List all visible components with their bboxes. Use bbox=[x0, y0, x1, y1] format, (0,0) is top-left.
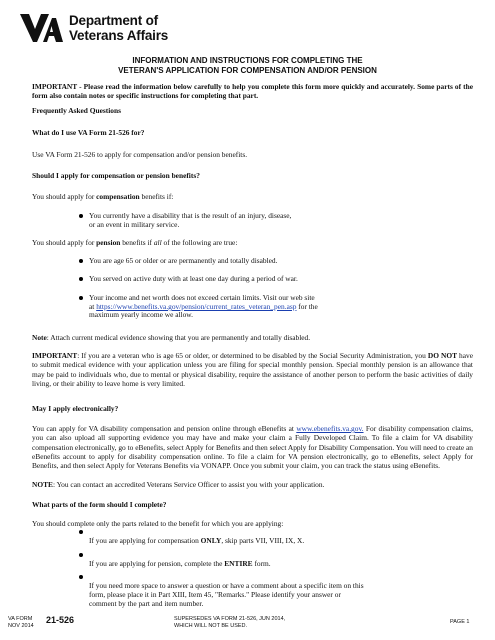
va-seal-icon bbox=[19, 12, 63, 44]
parts-bullet-1 bbox=[89, 536, 304, 545]
note-medical-evidence bbox=[32, 333, 310, 342]
bullet-icon bbox=[79, 296, 83, 300]
footer-supersedes-1: SUPERSEDES VA FORM 21-526, JUN 2014, bbox=[174, 616, 286, 622]
parts-b1-after: , skip parts VII, VIII, IX, X. bbox=[221, 536, 305, 545]
bullet-icon bbox=[79, 277, 83, 281]
footer-form-date: NOV 2014 bbox=[8, 623, 34, 629]
title-line-1: INFORMATION AND INSTRUCTIONS FOR COMPLETING THE bbox=[132, 56, 363, 65]
pension-intro-after: of the following are true: bbox=[161, 238, 238, 247]
electronic-text-1: You can apply for VA disability compensation and pension online through eBenefits at bbox=[32, 424, 297, 433]
compensation-intro bbox=[32, 192, 173, 201]
pension-intro-before: You should apply for bbox=[32, 238, 97, 247]
important-intro: IMPORTANT - Please read the information below carefully to help you complete this form more quickly and accurately. Some parts of the form also contain notes or specific instructions for completing that part. bbox=[32, 82, 473, 101]
bullet-icon bbox=[79, 575, 83, 579]
comp-bullet-line-2: or an event in military service. bbox=[89, 220, 180, 229]
pension-intro bbox=[32, 238, 237, 247]
bullet-icon bbox=[79, 530, 83, 534]
pension-bullet-1: You are age 65 or older or are permanently and totally disabled. bbox=[89, 256, 278, 265]
comp-intro-before: You should apply for bbox=[32, 192, 97, 201]
parts-b1-bold: ONLY bbox=[200, 536, 222, 545]
logo-line-2: Veterans Affairs bbox=[69, 28, 169, 43]
parts-b2-after: form. bbox=[252, 559, 271, 568]
footer-supersedes-2: WHICH WILL NOT BE USED. bbox=[174, 623, 248, 629]
note-label: Note bbox=[32, 333, 47, 342]
pension-bullet-3-line-3: maximum yearly income we allow. bbox=[89, 310, 193, 319]
logo-line-1: Department of bbox=[69, 13, 158, 28]
important-text-2: have to submit medical evidence with your application unless you are filing for special monthly pension. Special monthly pension is an allowance that may be paid to individuals who, due to mental or physical disability, require the assistance of another person to perform the basic activities of daily living, or their ability to leave home is very limited. bbox=[32, 351, 473, 388]
parts-bullet-3-line-2: form, please place it in Part XIII, Item 45, "Remarks." Please identify your answer or bbox=[89, 590, 341, 599]
note2-label: NOTE bbox=[32, 480, 53, 489]
parts-b1-before: If you are applying for compensation bbox=[89, 536, 201, 545]
bullet-icon bbox=[79, 214, 83, 218]
comp-intro-bold: compensation bbox=[96, 192, 140, 201]
footer-form-number: 21-526 bbox=[46, 615, 75, 625]
comp-intro-after: benefits if: bbox=[139, 192, 174, 201]
pension-intro-italic: all bbox=[153, 238, 162, 247]
ebenefits-link[interactable]: www.ebenefits.va.gov. bbox=[296, 424, 364, 433]
important-label: IMPORTANT bbox=[32, 351, 78, 360]
parts-intro: You should complete only the parts related to the benefit for which you are applying: bbox=[32, 519, 284, 528]
answer-1: Use VA Form 21-526 to apply for compensation and/or pension benefits. bbox=[32, 150, 248, 159]
question-4: What parts of the form should I complete? bbox=[32, 500, 167, 509]
pension-at: at bbox=[89, 302, 97, 311]
question-2: Should I apply for compensation or pension benefits? bbox=[32, 171, 200, 180]
page-title bbox=[0, 56, 495, 76]
parts-bullet-3-line-1: If you need more space to answer a question or have a comment about a specific item on this bbox=[89, 581, 364, 590]
bullet-icon bbox=[79, 553, 83, 557]
important-paragraph bbox=[32, 351, 473, 388]
electronic-paragraph bbox=[32, 424, 473, 470]
bullet-icon bbox=[79, 259, 83, 263]
pension-intro-middle: benefits if bbox=[120, 238, 154, 247]
parts-bullet-2 bbox=[89, 559, 271, 568]
question-1: What do I use VA Form 21-526 for? bbox=[32, 128, 145, 137]
footer-form-label: VA FORM bbox=[8, 616, 33, 622]
faq-heading: Frequently Asked Questions bbox=[32, 106, 121, 115]
note-text: : Attach current medical evidence showing that you are permanently and totally disabled. bbox=[46, 333, 311, 342]
comp-bullet-line-1: You currently have a disability that is the result of an injury, disease, bbox=[89, 211, 292, 220]
footer-page-number: PAGE 1 bbox=[450, 619, 470, 625]
question-3: May I apply electronically? bbox=[32, 404, 119, 413]
pension-bullet-3-line-1: Your income and net worth does not exceed certain limits. Visit our web site bbox=[89, 293, 315, 302]
title-line-2: VETERAN'S APPLICATION FOR COMPENSATION AND/OR PENSION bbox=[118, 66, 377, 75]
important-do-not: DO NOT bbox=[427, 351, 457, 360]
pension-bullet-2: You served on active duty with at least one day during a period of war. bbox=[89, 274, 298, 283]
parts-bullet-3-line-3: comment by the part and item number. bbox=[89, 599, 204, 608]
pension-intro-bold: pension bbox=[96, 238, 121, 247]
note-service-officer bbox=[32, 480, 324, 489]
pension-rates-link[interactable]: https://www.benefits.va.gov/pension/current_rates_veteran_pen.asp bbox=[96, 302, 297, 311]
note2-text: : You can contact an accredited Veterans Service Officer to assist you with your application. bbox=[52, 480, 325, 489]
electronic-text-2: For disability compensation claims, you can also upload all supporting evidence you may have and make your claim a Fully Developed Claim. To file a claim for VA disability compensation electronically, go to eBenefits, select Apply for Benefits and then select Apply for Disability Compensation. You will need to create an eBenefits account to apply for disability compensation online. To file a claim for VA pension electronically, go to eBenefits, select Apply for Benefits, and then select Apply for Veterans Benefits via VONAPP. Once you submit your claim, you can track the status using eBenefits. bbox=[32, 424, 473, 471]
parts-b2-bold: ENTIRE bbox=[224, 559, 253, 568]
parts-b2-before: If you are applying for pension, complete the bbox=[89, 559, 225, 568]
pension-after: for the bbox=[296, 302, 318, 311]
va-logo bbox=[19, 12, 179, 44]
important-text-1: : If you are a veteran who is age 65 or older, or determined to be disabled by the Social Security Administration, you bbox=[77, 351, 428, 360]
